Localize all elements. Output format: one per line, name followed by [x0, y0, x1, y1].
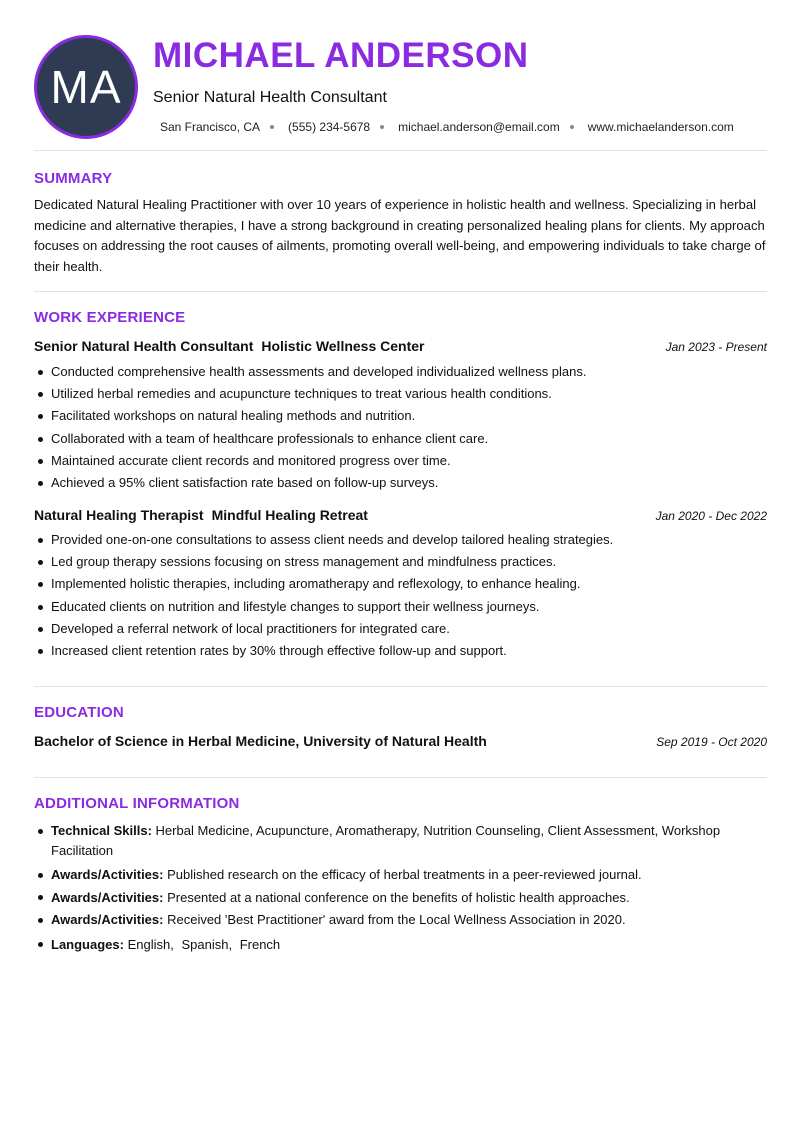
additional-heading: ADDITIONAL INFORMATION — [34, 795, 240, 812]
job-dates: Jan 2020 - Dec 2022 — [655, 509, 767, 523]
technical-skills-label: Technical Skills: — [51, 823, 152, 838]
technical-skills-value: Herbal Medicine, Acupuncture, Aromatherapy, Nutrition Counseling, Client Assessment, Workshop Facilitation — [51, 823, 721, 858]
divider — [34, 686, 767, 687]
list-item: Led group therapy sessions focusing on stress management and mindfulness practices. — [34, 551, 767, 573]
awards-label: Awards/Activities: — [51, 912, 164, 927]
job-bullets — [34, 529, 767, 662]
education-heading: EDUCATION — [34, 704, 124, 721]
languages-label: Languages: — [51, 936, 124, 952]
contact-website: www.michaelanderson.com — [587, 120, 734, 134]
list-item: Implemented holistic therapies, including aromatherapy and reflexology, to enhance healing. — [34, 573, 767, 595]
job-bullets — [34, 361, 767, 494]
contact-location: San Francisco, CA — [160, 120, 261, 134]
summary-heading: SUMMARY — [34, 170, 113, 187]
contact-phone: (555) 234-5678 — [288, 120, 371, 134]
job-title-line — [34, 507, 368, 523]
job-company: Mindful Healing Retreat — [211, 507, 368, 523]
list-item — [34, 865, 769, 885]
education-dates: Sep 2019 - Oct 2020 — [656, 735, 767, 749]
list-item: Achieved a 95% client satisfaction rate based on follow-up surveys. — [34, 472, 767, 494]
education-row — [34, 733, 767, 749]
awards-label: Awards/Activities: — [51, 889, 164, 905]
list-item — [34, 888, 769, 908]
list-item: Developed a referral network of local practitioners for integrated care. — [34, 618, 767, 640]
divider — [34, 777, 767, 778]
award-value: Published research on the efficacy of herbal treatments in a peer-reviewed journal. — [167, 867, 642, 882]
language-value: French — [239, 936, 281, 952]
language-value: English, — [127, 936, 174, 952]
summary-text: Dedicated Natural Healing Practitioner with over 10 years of experience in holistic health and wellness. Specializing in herbal medicine and alternative therapies, I have a strong background in creating personalized healing plans for clients. My approach focuses on addressing the root causes of ailments, promoting overall well-being, and empowering individuals to take charge of their health. — [34, 197, 766, 274]
job-company: Holistic Wellness Center — [261, 338, 425, 354]
avatar — [34, 35, 138, 139]
list-item: Increased client retention rates by 30% through effective follow-up and support. — [34, 640, 767, 662]
divider — [34, 150, 767, 151]
separator-dot-icon — [570, 125, 574, 129]
experience-heading: WORK EXPERIENCE — [34, 309, 186, 326]
list-item: Utilized herbal remedies and acupuncture techniques to treat various health conditions. — [34, 383, 767, 405]
additional-list — [34, 821, 769, 954]
contact-row — [160, 120, 734, 134]
language-value: Spanish, — [181, 936, 233, 952]
separator-dot-icon — [380, 125, 384, 129]
list-item: Maintained accurate client records and monitored progress over time. — [34, 450, 767, 472]
job-header — [34, 507, 767, 523]
separator-dot-icon — [270, 125, 274, 129]
education-degree: Bachelor of Science in Herbal Medicine, University of Natural Health — [34, 733, 487, 749]
contact-email: michael.anderson@email.com — [398, 120, 560, 134]
list-item: Conducted comprehensive health assessments and developed individualized wellness plans. — [34, 361, 767, 383]
divider — [34, 291, 767, 292]
job-header — [34, 338, 767, 354]
job-dates: Jan 2023 - Present — [665, 340, 767, 354]
list-item — [34, 821, 769, 860]
list-item: Educated clients on nutrition and lifestyle changes to support their wellness journeys. — [34, 596, 767, 618]
award-value: Received 'Best Practitioner' award from the Local Wellness Association in 2020. — [167, 912, 626, 927]
awards-label: Awards/Activities: — [51, 867, 164, 882]
job-title-line — [34, 338, 425, 354]
candidate-name: MICHAEL ANDERSON — [153, 36, 529, 75]
candidate-title: Senior Natural Health Consultant — [153, 89, 387, 106]
list-item — [34, 935, 769, 955]
list-item — [34, 910, 769, 930]
list-item: Facilitated workshops on natural healing methods and nutrition. — [34, 405, 767, 427]
list-item: Collaborated with a team of healthcare professionals to enhance client care. — [34, 428, 767, 450]
job-role: Senior Natural Health Consultant — [34, 338, 254, 354]
avatar-initials: MA — [50, 61, 122, 113]
job-role: Natural Healing Therapist — [34, 507, 204, 523]
award-value: Presented at a national conference on the benefits of holistic health approaches. — [167, 889, 630, 905]
list-item: Provided one-on-one consultations to assess client needs and develop tailored healing strategies. — [34, 529, 767, 551]
